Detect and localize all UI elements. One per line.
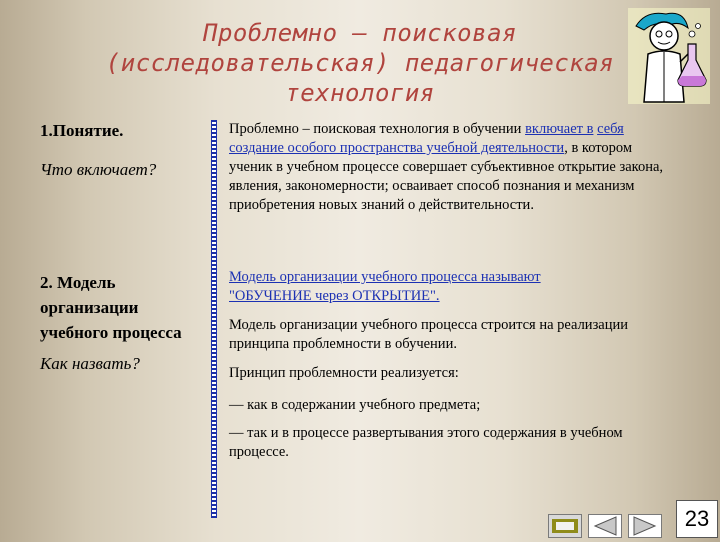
section-1-question: Что включает? xyxy=(40,160,157,179)
definition-text-rest: , в котором ученик в учебном процессе совершает субъективное открытие закона, явления, закономерности; осваивает способ познания и механизм приобретения новых знаний о действительности. xyxy=(229,140,664,213)
next-slide-button[interactable] xyxy=(628,514,662,538)
column-divider xyxy=(211,120,217,518)
model-name-paragraph xyxy=(229,268,679,306)
forward-arrow-icon xyxy=(629,515,661,537)
slide-title xyxy=(80,18,640,108)
home-nav-button[interactable] xyxy=(548,514,582,538)
title-line-1: Проблемно – поисковая xyxy=(203,19,517,47)
section-2-heading-line-2: организации xyxy=(40,298,139,317)
title-line-3: технология xyxy=(285,79,435,107)
section-2-heading xyxy=(40,270,182,345)
model-name-link-line-2[interactable]: "ОБУЧЕНИЕ через ОТКРЫТИЕ". xyxy=(229,288,440,304)
model-description: Модель организации учебного процесса строится на реализации принципа проблемности в обучении. xyxy=(229,317,629,352)
definition-link-2[interactable]: себя создание особого пространства учебной деятельности xyxy=(229,121,624,156)
principle-item-2: — так и в процессе развертывания этого содержания в учебном процессе. xyxy=(229,425,623,460)
previous-slide-button[interactable] xyxy=(588,514,622,538)
title-line-2: (исследовательская) педагогическая xyxy=(105,49,615,77)
definition-paragraph xyxy=(229,120,679,215)
section-2-question: Как назвать? xyxy=(40,354,140,373)
principle-item-1: — как в содержании учебного предмета; xyxy=(229,397,481,413)
definition-text-start: Проблемно – поисковая технология в обучении xyxy=(229,121,526,137)
section-1-heading: 1.Понятие. xyxy=(40,121,124,140)
scientist-with-flask-icon xyxy=(622,4,716,108)
section-2-heading-line-3: учебного процесса xyxy=(40,323,182,342)
model-name-link-line-1[interactable]: Модель организации учебного процесса называют xyxy=(229,269,541,285)
home-nav-icon xyxy=(549,515,581,537)
principle-intro: Принцип проблемности реализуется: xyxy=(229,365,459,381)
definition-link-1[interactable]: включает в xyxy=(525,121,594,137)
back-arrow-icon xyxy=(589,515,621,537)
section-2-heading-line-1: 2. Модель xyxy=(40,273,116,292)
page-number: 23 xyxy=(676,500,718,538)
